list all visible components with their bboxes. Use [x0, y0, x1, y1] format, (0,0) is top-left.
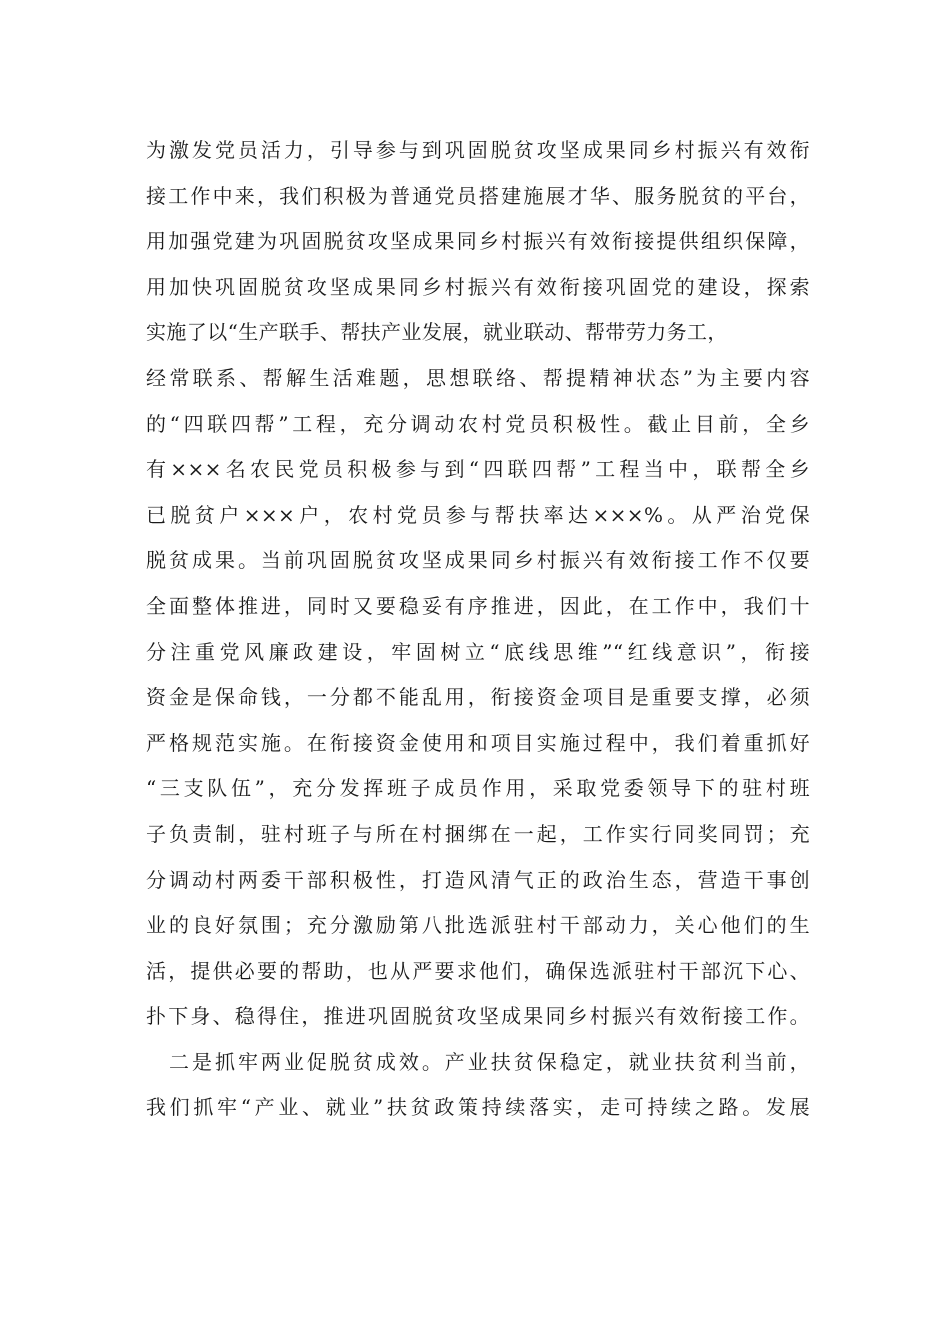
- text-line: 用加强党建为巩固脱贫攻坚成果同乡村振兴有效衔接提供组织保障，: [146, 229, 810, 254]
- paragraph-start-line: 二是抓牢两业促脱贫成效。产业扶贫保稳定，就业扶贫利当前，: [146, 1049, 810, 1074]
- text-line: 业的良好氛围；充分激励第八批选派驻村干部动力，关心他们的生: [146, 913, 810, 938]
- text-line: 脱贫成果。当前巩固脱贫攻坚成果同乡村振兴有效衔接工作不仅要: [146, 548, 810, 573]
- text-line: 分调动村两委干部积极性，打造风清气正的政治生态，营造干事创: [146, 867, 810, 892]
- text-line: 严格规范实施。在衔接资金使用和项目实施过程中，我们着重抓好: [146, 730, 810, 755]
- text-line: 全面整体推进，同时又要稳妥有序推进，因此，在工作中，我们十: [146, 593, 810, 618]
- body-text: [146, 128, 810, 1131]
- text-line: 活，提供必要的帮助，也从严要求他们，确保选派驻村干部沉下心、: [146, 958, 810, 983]
- text-line: 扑下身、稳得住，推进巩固脱贫攻坚成果同乡村振兴有效衔接工作。: [146, 1004, 810, 1029]
- text-line: 用加快巩固脱贫攻坚成果同乡村振兴有效衔接巩固党的建设，探索: [146, 274, 810, 299]
- text-line: 为激发党员活力，引导参与到巩固脱贫攻坚成果同乡村振兴有效衔: [146, 138, 810, 162]
- text-line: 的“四联四帮”工程，充分调动农村党员积极性。截止目前，全乡: [146, 411, 810, 436]
- text-line: 接工作中来，我们积极为普通党员搭建施展才华、服务脱贫的平台，: [146, 183, 810, 208]
- text-line: 子负责制，驻村班子与所在村捆绑在一起，工作实行同奖同罚；充: [146, 821, 810, 846]
- text-line: 我们抓牢“产业、就业”扶贫政策持续落实，走可持续之路。发展: [146, 1095, 810, 1120]
- text-line: 实施了以“生产联手、帮扶产业发展，就业联动、帮带劳力务工，: [146, 320, 728, 345]
- text-line: 有×××名农民党员积极参与到“四联四帮”工程当中，联帮全乡: [146, 457, 810, 482]
- text-line: 已脱贫户×××户，农村党员参与帮扶率达×××%。从严治党保: [146, 502, 810, 527]
- text-line: 分注重党风廉政建设，牢固树立“底线思维”“红线意识”，衔接: [146, 639, 810, 664]
- text-line: 资金是保命钱，一分都不能乱用，衔接资金项目是重要支撑，必须: [146, 685, 810, 710]
- text-line: “三支队伍”，充分发挥班子成员作用，采取党委领导下的驻村班: [146, 776, 810, 801]
- text-line: 经常联系、帮解生活难题，思想联络、帮提精神状态”为主要内容: [146, 365, 810, 390]
